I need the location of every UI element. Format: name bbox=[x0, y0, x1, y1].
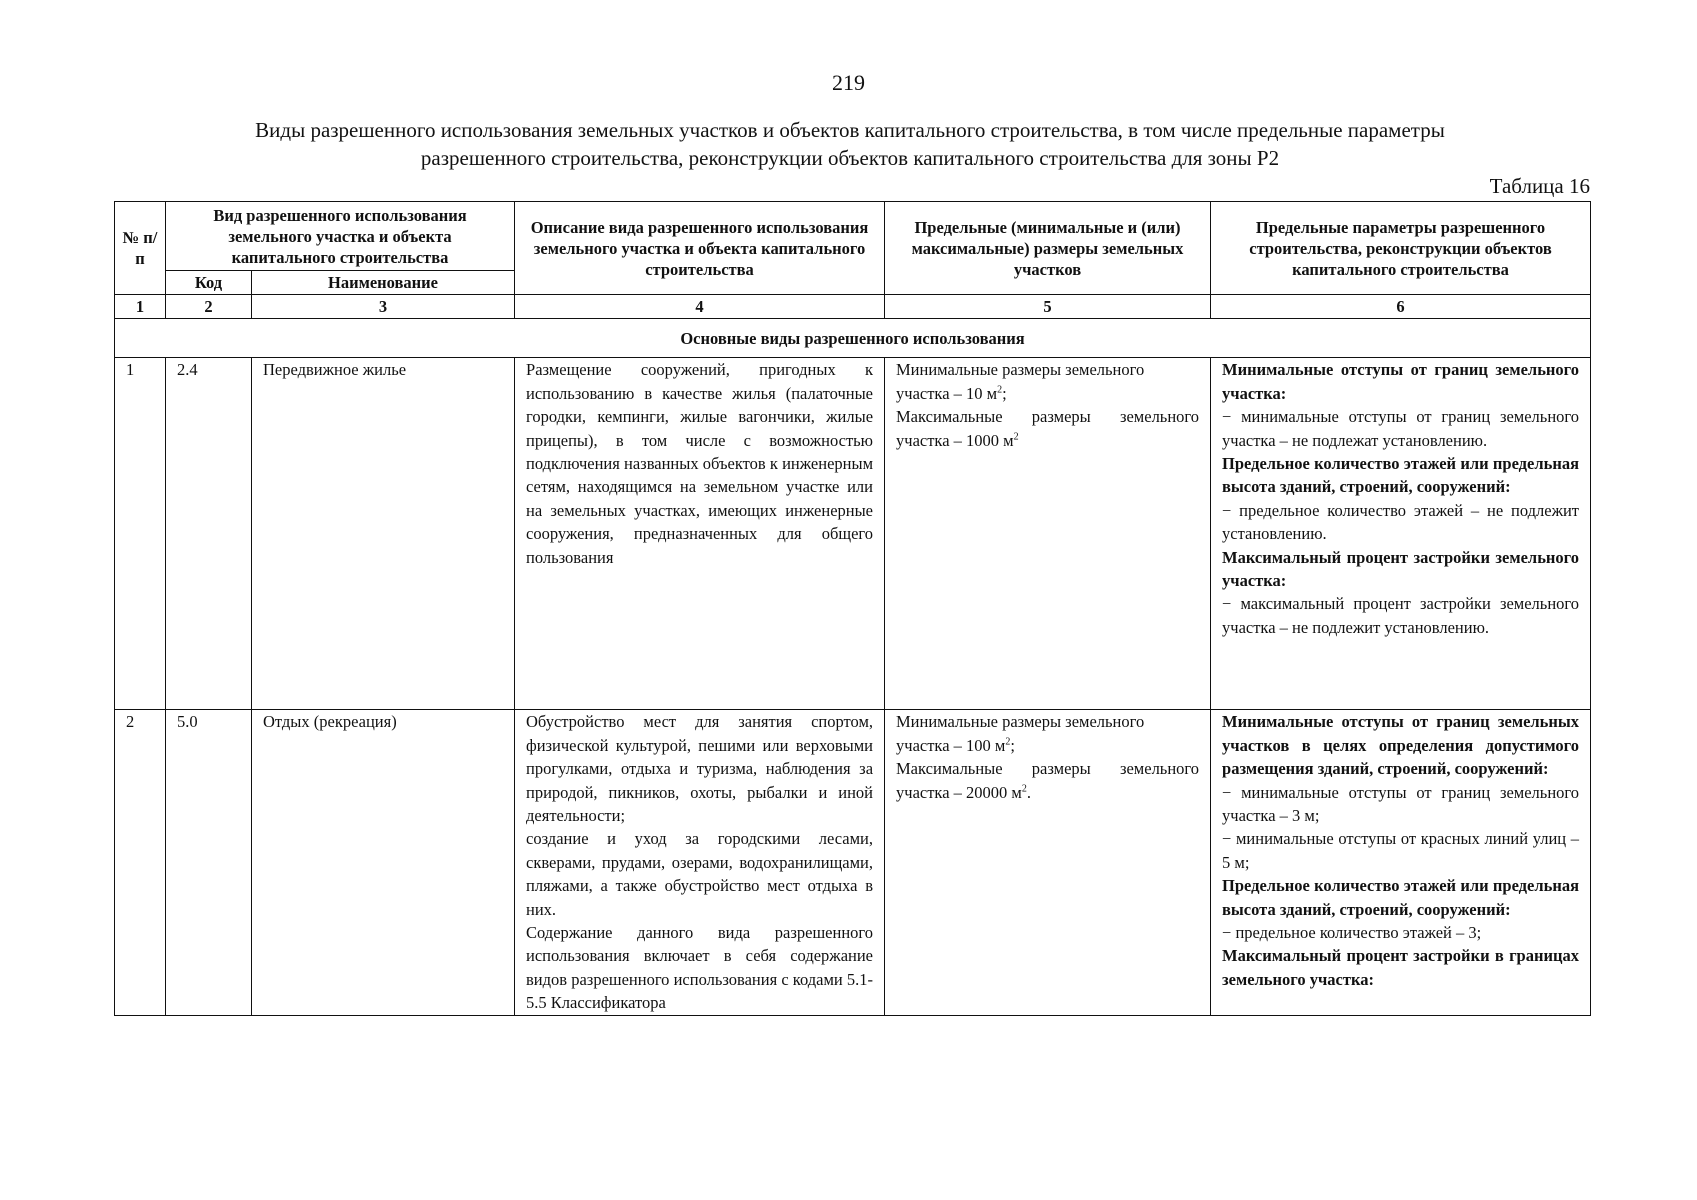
param-heading: Максимальный процент застройки земельного участка: bbox=[1222, 547, 1580, 591]
title-line-2: разрешенного строительства, реконструкции объектов капитального строительства для зоны Р2 bbox=[420, 146, 1280, 170]
title-line-1: Виды разрешенного использования земельных участков и объектов капитального строительства, в том числе предельные параметры bbox=[255, 118, 1445, 142]
row-description bbox=[515, 710, 885, 1015]
header-name: Наименование bbox=[252, 271, 515, 295]
column-numbers-row bbox=[115, 295, 1591, 319]
column-number: 6 bbox=[1211, 295, 1591, 319]
row-sizes bbox=[885, 710, 1211, 1015]
description-paragraph: Обустройство мест для занятия спортом, физической культурой, пешими или верховыми прогулками, отдыха и туризма, наблюдения за природой, пикников, охоты, рыбалки и иной деятельности; bbox=[526, 712, 874, 826]
column-number: 3 bbox=[252, 295, 515, 319]
table-row bbox=[115, 710, 1591, 1015]
header-vid-group: Вид разрешенного использования земельного участка и объекта капитального строительства bbox=[166, 202, 515, 271]
row-number: 2 bbox=[115, 710, 166, 1015]
row-name: Передвижное жилье bbox=[252, 358, 515, 710]
max-size: Максимальные размеры земельного участка – 20000 $м^2$. bbox=[896, 759, 1200, 802]
param-item: − предельное количество этажей – 3; bbox=[1222, 923, 1482, 943]
description-paragraph: Размещение сооружений, пригодных к использованию в качестве жилья (палаточные городки, кемпинги, жилые вагончики, жилые прицепы), в том числе с возможностью подключения названных объектов к инженерным сетям, находящимся на земельном участке или на земельных участках, имеющих инженерные сооружения, предназначенных для общего пользования bbox=[526, 360, 874, 567]
row-name: Отдых (рекреация) bbox=[252, 710, 515, 1015]
param-item: − минимальные отступы от границ земельного участка – не подлежат установлению. bbox=[1222, 407, 1580, 450]
max-size: Максимальные размеры земельного участка – 1000 $м^2$ bbox=[896, 407, 1200, 450]
table-row bbox=[115, 358, 1591, 710]
min-size: Минимальные размеры земельного участка – 10 $м^2$; bbox=[896, 360, 1145, 403]
row-params bbox=[1211, 358, 1591, 710]
section-row bbox=[115, 319, 1591, 358]
table-caption: Таблица 16 bbox=[1489, 174, 1590, 198]
page-number: 219 bbox=[832, 70, 865, 95]
row-description bbox=[515, 358, 885, 710]
row-code: 5.0 bbox=[166, 710, 252, 1015]
column-number: 2 bbox=[166, 295, 252, 319]
row-number: 1 bbox=[115, 358, 166, 710]
column-number: 4 bbox=[515, 295, 885, 319]
param-heading: Минимальные отступы от границ земельных участков в целях определения допустимого размещения зданий, строений, сооружений: bbox=[1222, 712, 1580, 779]
param-heading: Минимальные отступы от границ земельного участка: bbox=[1222, 360, 1580, 403]
param-item: − минимальные отступы от границ земельного участка – 3 м; bbox=[1222, 782, 1580, 826]
document-title bbox=[150, 116, 1550, 172]
description-paragraph: создание и уход за городскими лесами, скверами, прудами, озерами, водохранилищами, пляжами, а также обустройство мест отдыха в них. bbox=[526, 829, 874, 919]
param-heading: Предельное количество этажей или предельная высота зданий, строений, сооружений: bbox=[1222, 454, 1580, 497]
header-code: Код bbox=[166, 271, 252, 295]
column-number: 5 bbox=[885, 295, 1211, 319]
param-item: − максимальный процент застройки земельного участка – не подлежит установлению. bbox=[1222, 594, 1580, 637]
header-num: № п/п bbox=[115, 202, 166, 295]
min-size: Минимальные размеры земельного участка – 100 $м^2$; bbox=[896, 712, 1145, 755]
description-paragraph: Содержание данного вида разрешенного использования включает в себя содержание видов разрешенного использования с кодами 5.1-5.5 Классификатора bbox=[526, 923, 874, 1013]
column-number: 1 bbox=[115, 295, 166, 319]
header-description: Описание вида разрешенного использования земельного участка и объекта капитального строительства bbox=[515, 202, 885, 295]
header-params: Предельные параметры разрешенного строительства, реконструкции объектов капитального строительства bbox=[1211, 202, 1591, 295]
header-sizes: Предельные (минимальные и (или) максимальные) размеры земельных участков bbox=[885, 202, 1211, 295]
header-row-1 bbox=[115, 202, 1591, 271]
param-heading: Предельное количество этажей или предельная высота зданий, строений, сооружений: bbox=[1222, 876, 1580, 919]
row-params bbox=[1211, 710, 1591, 1015]
row-sizes bbox=[885, 358, 1211, 710]
param-heading: Максимальный процент застройки в границах земельного участка: bbox=[1222, 946, 1580, 989]
param-item: − минимальные отступы от красных линий улиц – 5 м; bbox=[1222, 829, 1580, 872]
param-item: − предельное количество этажей – не подлежит установлению. bbox=[1222, 500, 1580, 544]
section-title: Основные виды разрешенного использования bbox=[115, 319, 1591, 358]
permitted-use-table bbox=[114, 201, 1591, 1016]
row-code: 2.4 bbox=[166, 358, 252, 710]
